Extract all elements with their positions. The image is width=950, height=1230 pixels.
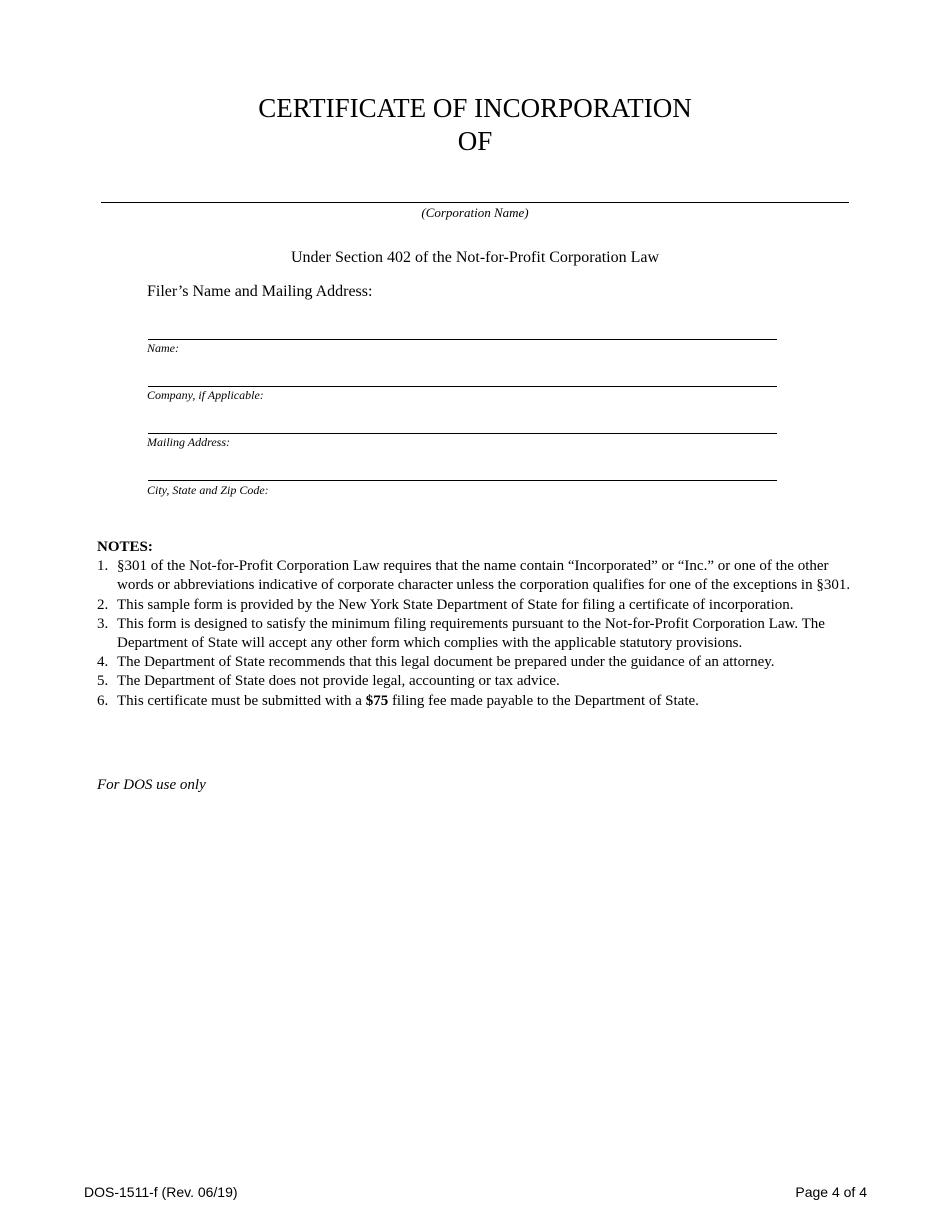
- form-id: DOS-1511-f (Rev. 06/19): [84, 1184, 238, 1200]
- notes-heading: NOTES:: [97, 539, 153, 555]
- dos-use-only: For DOS use only: [97, 777, 206, 793]
- note-number: 3.: [97, 615, 109, 632]
- statute-line: Under Section 402 of the Not-for-Profit Corporation Law: [290, 249, 660, 266]
- note-text: This sample form is provided by the New York State Department of State for filing a certificate of incorporation.: [117, 596, 794, 613]
- filer-company-line[interactable]: [148, 386, 777, 387]
- filer-company-label: Company, if Applicable:: [147, 388, 264, 402]
- note-text: §301 of the Not-for-Profit Corporation Law requires that the name contain “Incorporated” or “Inc.” or one of the other words or abbreviations indicative of corporate character unless the corporation qualifies for one of the exceptions in §301.: [117, 558, 851, 594]
- note-text: The Department of State recommends that this legal document be prepared under the guidance of an attorney.: [117, 654, 775, 671]
- notes-section: [97, 538, 857, 711]
- filer-city-state-zip-label: City, State and Zip Code:: [147, 483, 269, 497]
- note-text-before: This certificate must be submitted with a: [117, 692, 366, 709]
- note-number: 1.: [97, 558, 109, 575]
- filer-city-state-zip-line[interactable]: [148, 480, 777, 481]
- note-item: [97, 653, 857, 672]
- filer-name-label: Name:: [147, 341, 179, 355]
- note-number: 2.: [97, 596, 109, 613]
- note-number: 5.: [97, 673, 109, 690]
- note-text: The Department of State does not provide legal, accounting or tax advice.: [117, 673, 560, 690]
- filer-mailing-address-line[interactable]: [148, 433, 777, 434]
- document-title: CERTIFICATE OF INCORPORATION: [258, 93, 692, 123]
- note-item: [97, 596, 857, 615]
- corporation-name-label: (Corporation Name): [421, 205, 529, 220]
- filer-heading: Filer’s Name and Mailing Address:: [147, 283, 373, 300]
- note-number: 6.: [97, 692, 109, 709]
- note-text-after: filing fee made payable to the Department of State.: [388, 692, 699, 709]
- page-number: Page 4 of 4: [795, 1184, 867, 1200]
- note-number: 4.: [97, 654, 109, 671]
- filer-mailing-address-label: Mailing Address:: [147, 435, 230, 449]
- note-item: [97, 672, 857, 691]
- filing-fee: $75: [365, 692, 389, 709]
- filer-name-line[interactable]: [148, 339, 777, 340]
- corporation-name-line[interactable]: [101, 202, 849, 203]
- note-item: [97, 692, 857, 711]
- document-title-of: OF: [457, 126, 493, 156]
- notes-list: [97, 557, 857, 711]
- note-text: This form is designed to satisfy the minimum filing requirements pursuant to the Not-for-Profit Corporation Law. The Department of State will accept any other form which complies with the applicable statutory provisions.: [117, 615, 825, 652]
- note-item: [97, 557, 857, 595]
- note-item: [97, 615, 857, 653]
